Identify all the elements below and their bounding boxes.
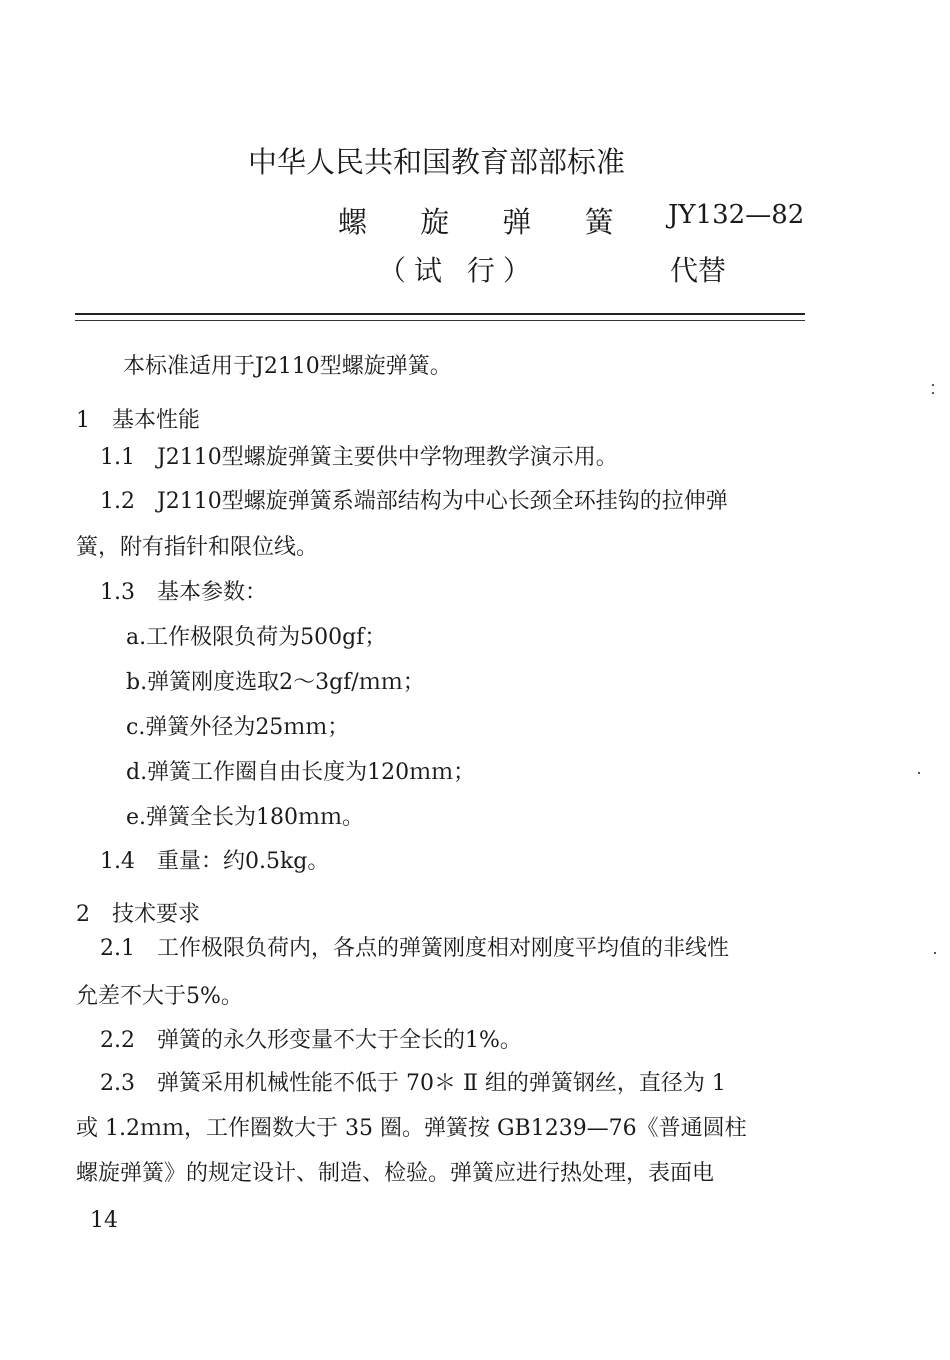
clause-1-1: 1.1 J2110型螺旋弹簧主要供中学物理教学演示用。: [100, 445, 618, 470]
clause-1-4: 1.4 重量：约0.5kg。: [100, 849, 330, 874]
clause-1-3: 1.3 基本参数：: [100, 580, 267, 605]
section-2-heading: 2 技术要求: [76, 902, 200, 927]
clause-2-3-line-2: 或 1.2ｍｍ，工作圈数大于 35 圈。弹簧按 GB1239—76《普通圆柱: [76, 1116, 747, 1141]
clause-1-2-line-2: 簧，附有指针和限位线。: [76, 535, 319, 560]
scan-speck: [918, 772, 920, 774]
param-item: d.弹簧工作圈自由长度为120ｍｍ；: [126, 760, 476, 785]
standard-code: JY132—82: [668, 200, 805, 230]
header-rule-thick: [75, 313, 805, 315]
param-item: c.弹簧外径为25ｍｍ；: [126, 715, 350, 740]
trial-label: （试 行）: [378, 254, 539, 287]
clause-2-1-line-2: 允差不大于5%。: [76, 984, 243, 1009]
scan-speck: [932, 384, 934, 386]
scan-speck: [934, 952, 936, 954]
replaces-label: 代替: [670, 254, 727, 287]
page-number: 14: [90, 1208, 118, 1233]
section-1-heading: 1 基本性能: [76, 408, 200, 433]
param-item: a.工作极限负荷为500gf；: [126, 625, 387, 650]
param-item: e.弹簧全长为180ｍｍ。: [126, 805, 365, 830]
clause-2-2: 2.2 弹簧的永久形变量不大于全长的1%。: [100, 1028, 522, 1053]
clause-1-2-line-1: 1.2 J2110型螺旋弹簧系端部结构为中心长颈全环挂钩的拉伸弹: [100, 489, 728, 514]
org-title: 中华人民共和国教育部部标准: [248, 145, 626, 179]
scan-speck: [932, 392, 934, 394]
intro-paragraph: 本标准适用于J2110型螺旋弹簧。: [123, 354, 452, 379]
param-item: b.弹簧刚度选取2～3gf/ｍｍ；: [126, 670, 425, 695]
clause-2-3-line-1: 2.3 弹簧采用机械性能不低于 70＊ Ⅱ 组的弹簧钢丝，直径为 1: [100, 1071, 726, 1096]
clause-2-3-line-3: 螺旋弹簧》的规定设计、制造、检验。弹簧应进行热处理，表面电: [76, 1161, 715, 1186]
standard-name: 螺 旋 弹 簧: [338, 205, 636, 239]
header-rule-thin: [75, 320, 805, 321]
clause-2-1-line-1: 2.1 工作极限负荷内，各点的弹簧刚度相对刚度平均值的非线性: [100, 936, 729, 961]
